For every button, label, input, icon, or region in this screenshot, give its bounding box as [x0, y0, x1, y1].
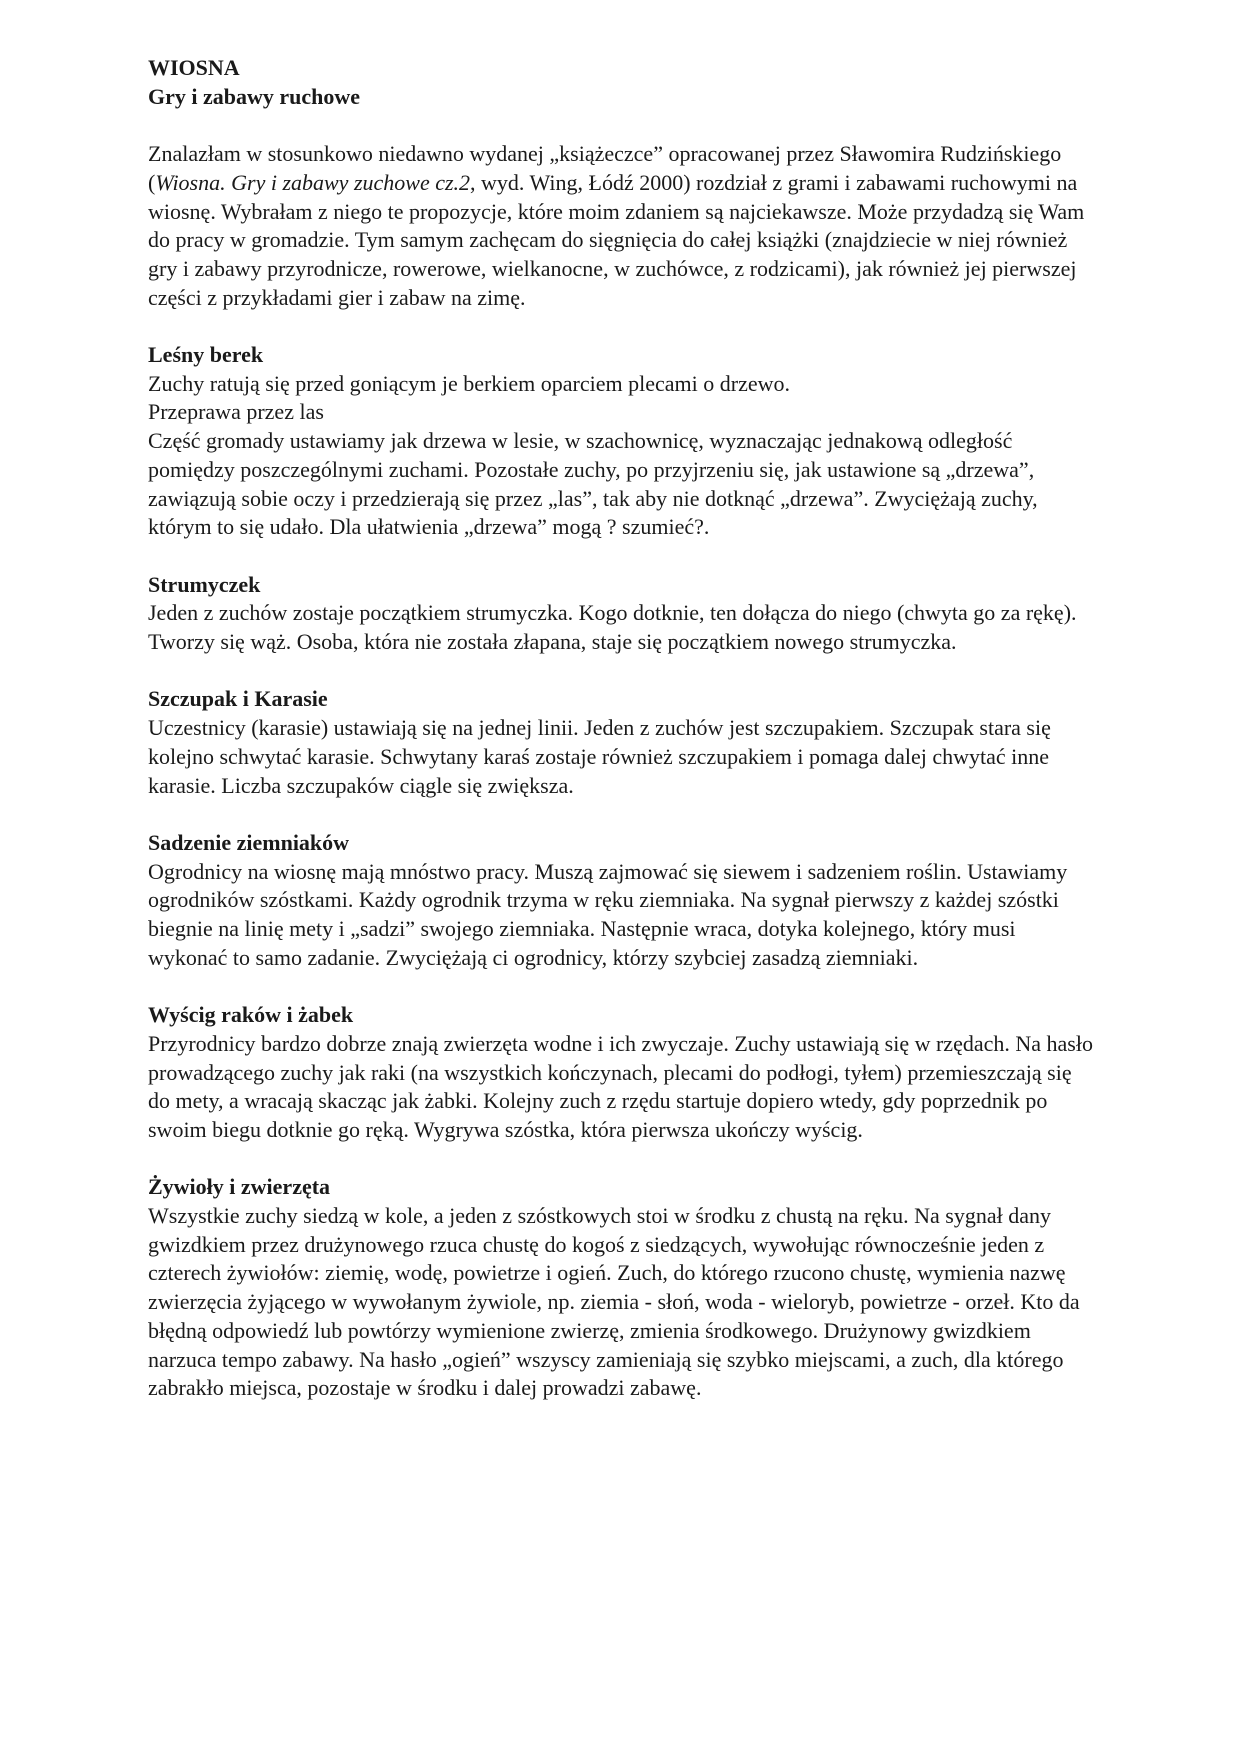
intro-paragraph [148, 140, 1098, 312]
spacer [148, 111, 1098, 140]
section-text-wyscig: Przyrodnicy bardzo dobrze znają zwierzęta wodne i ich zwyczaje. Zuchy ustawiają się w rzędach. Na hasło prowadzącego zuchy jak raki (na wszystkich kończynach, plecami do podłogi, tyłem) przemieszczają się do mety, a wracają skacząc jak żabki. Kolejny zuch z rzędu startuje dopiero wtedy, gdy poprzednik po swoim biegu dotknie go ręką. Wygrywa szóstka, która pierwsza ukończy wyścig. [148, 1030, 1093, 1142]
section-text-sadzenie: Ogrodnicy na wiosnę mają mnóstwo pracy. Muszą zajmować się siewem i sadzeniem roślin. Ustawiamy ogrodników szóstkami. Każdy ogrodnik trzyma w ręku ziemniaka. Na sygnał pierwszy z każdej szóstki biegnie na linię mety i „sadzi” swojego ziemniaka. Następnie wraca, dotyka kolejnego, który musi wykonać to samo zadanie. Zwyciężają ci ogrodnicy, którzy szybciej zasadzą ziemniaki. [148, 858, 1068, 970]
section-heading-strumyczek: Strumyczek [148, 571, 261, 597]
section-text-zywioly: Wszystkie zuchy siedzą w kole, a jeden z szóstkowych stoi w środku z chustą na ręku. Na sygnał dany gwizdkiem przez drużynowego rzuca chustę do kogoś z siedzących, wywołując równocześnie jeden z czterech żywiołów: ziemię, wodę, powietrze i ogień. Zuch, do którego rzucono chustę, wymienia nazwę zwierzęcia żyjącego w wywołanym żywiole, np. ziemia - słoń, woda - wieloryb, powietrze - orzeł. Kto da błędną odpowiedź lub powtórzy wymienione zwierzę, zmienia środkowego. Drużynowy gwizdkiem narzuca tempo zabawy. Na hasło „ogień” wszyscy zamieniają się szybko miejscami, a zuch, dla którego zabrakło miejsca, pozostaje w środku i dalej prowadzi zabawę. [148, 1203, 1080, 1401]
book-title: Wiosna. Gry i zabawy zuchowe cz.2 [155, 169, 471, 195]
spacer [148, 657, 1098, 686]
intro-text-part1: Znalazłam w stosunkowo niedawno wydanej „książeczce” opracowanej przez Sławomira Rudzińskiego ( [148, 141, 1062, 195]
spacer [148, 1145, 1098, 1174]
section-heading-zywioly: Żywioły i zwierzęta [148, 1174, 331, 1200]
document-subtitle: Gry i zabawy ruchowe [148, 83, 361, 109]
spacer [148, 312, 1098, 341]
document-title: WIOSNA [148, 55, 240, 80]
intro-text-part2: , wyd. Wing, Łódź 2000) rozdział z grami i zabawami ruchowymi na wiosnę. Wybrałam z niego te propozycje, które moim zdaniem są najciekawsze. Może przydadzą się Wam do pracy w gromadzie. Tym samym zachęcam do sięgnięcia do całej książki (znajdziecie w niej również gry i zabawy przyrodnicze, rowerowe, wielkanocne, w zuchówce, z rodzicami), jak również jej pierwszej części z przykładami gier i zabaw na zimę. [148, 169, 1085, 310]
section-heading-szczupak: Szczupak i Karasie [148, 686, 328, 712]
document-page [148, 54, 1098, 1403]
section-heading-lesny-berek: Leśny berek [148, 342, 264, 367]
spacer [148, 972, 1098, 1001]
section-heading-sadzenie: Sadzenie ziemniaków [148, 829, 350, 855]
section-text-strumyczek: Jeden z zuchów zostaje początkiem strumyczka. Kogo dotknie, ten dołącza do niego (chwyta go za rękę). Tworzy się wąż. Osoba, która nie została złapana, staje się początkiem nowego strumyczka. [148, 600, 1077, 655]
section-text-lesny-berek: Zuchy ratują się przed goniącym je berkiem oparciem plecami o drzewo. [148, 370, 791, 396]
section-heading-wyscig: Wyścig raków i żabek [148, 1002, 354, 1028]
spacer [148, 800, 1098, 829]
section-text-szczupak: Uczestnicy (karasie) ustawiają się na jednej linii. Jeden z zuchów jest szczupakiem. Szczupak stara się kolejno schwytać karasie. Schwytany karaś zostaje również szczupakiem i pomaga dalej chwytać inne karasie. Liczba szczupaków ciągle się zwiększa. [148, 715, 1051, 798]
section-subheading-przeprawa: Przeprawa przez las [148, 399, 324, 425]
section-text-przeprawa: Część gromady ustawiamy jak drzewa w lesie, w szachownicę, wyznaczając jednakową odległość pomiędzy poszczególnymi zuchami. Pozostałe zuchy, po przyjrzeniu się, jak ustawione są „drzewa”, zawiązują sobie oczy i przedzierają się przez „las”, tak aby nie dotknąć „drzewa”. Zwyciężają zuchy, którym to się udało. Dla ułatwienia „drzewa” mogą ? szumieć?. [148, 428, 1038, 540]
spacer [148, 542, 1098, 571]
